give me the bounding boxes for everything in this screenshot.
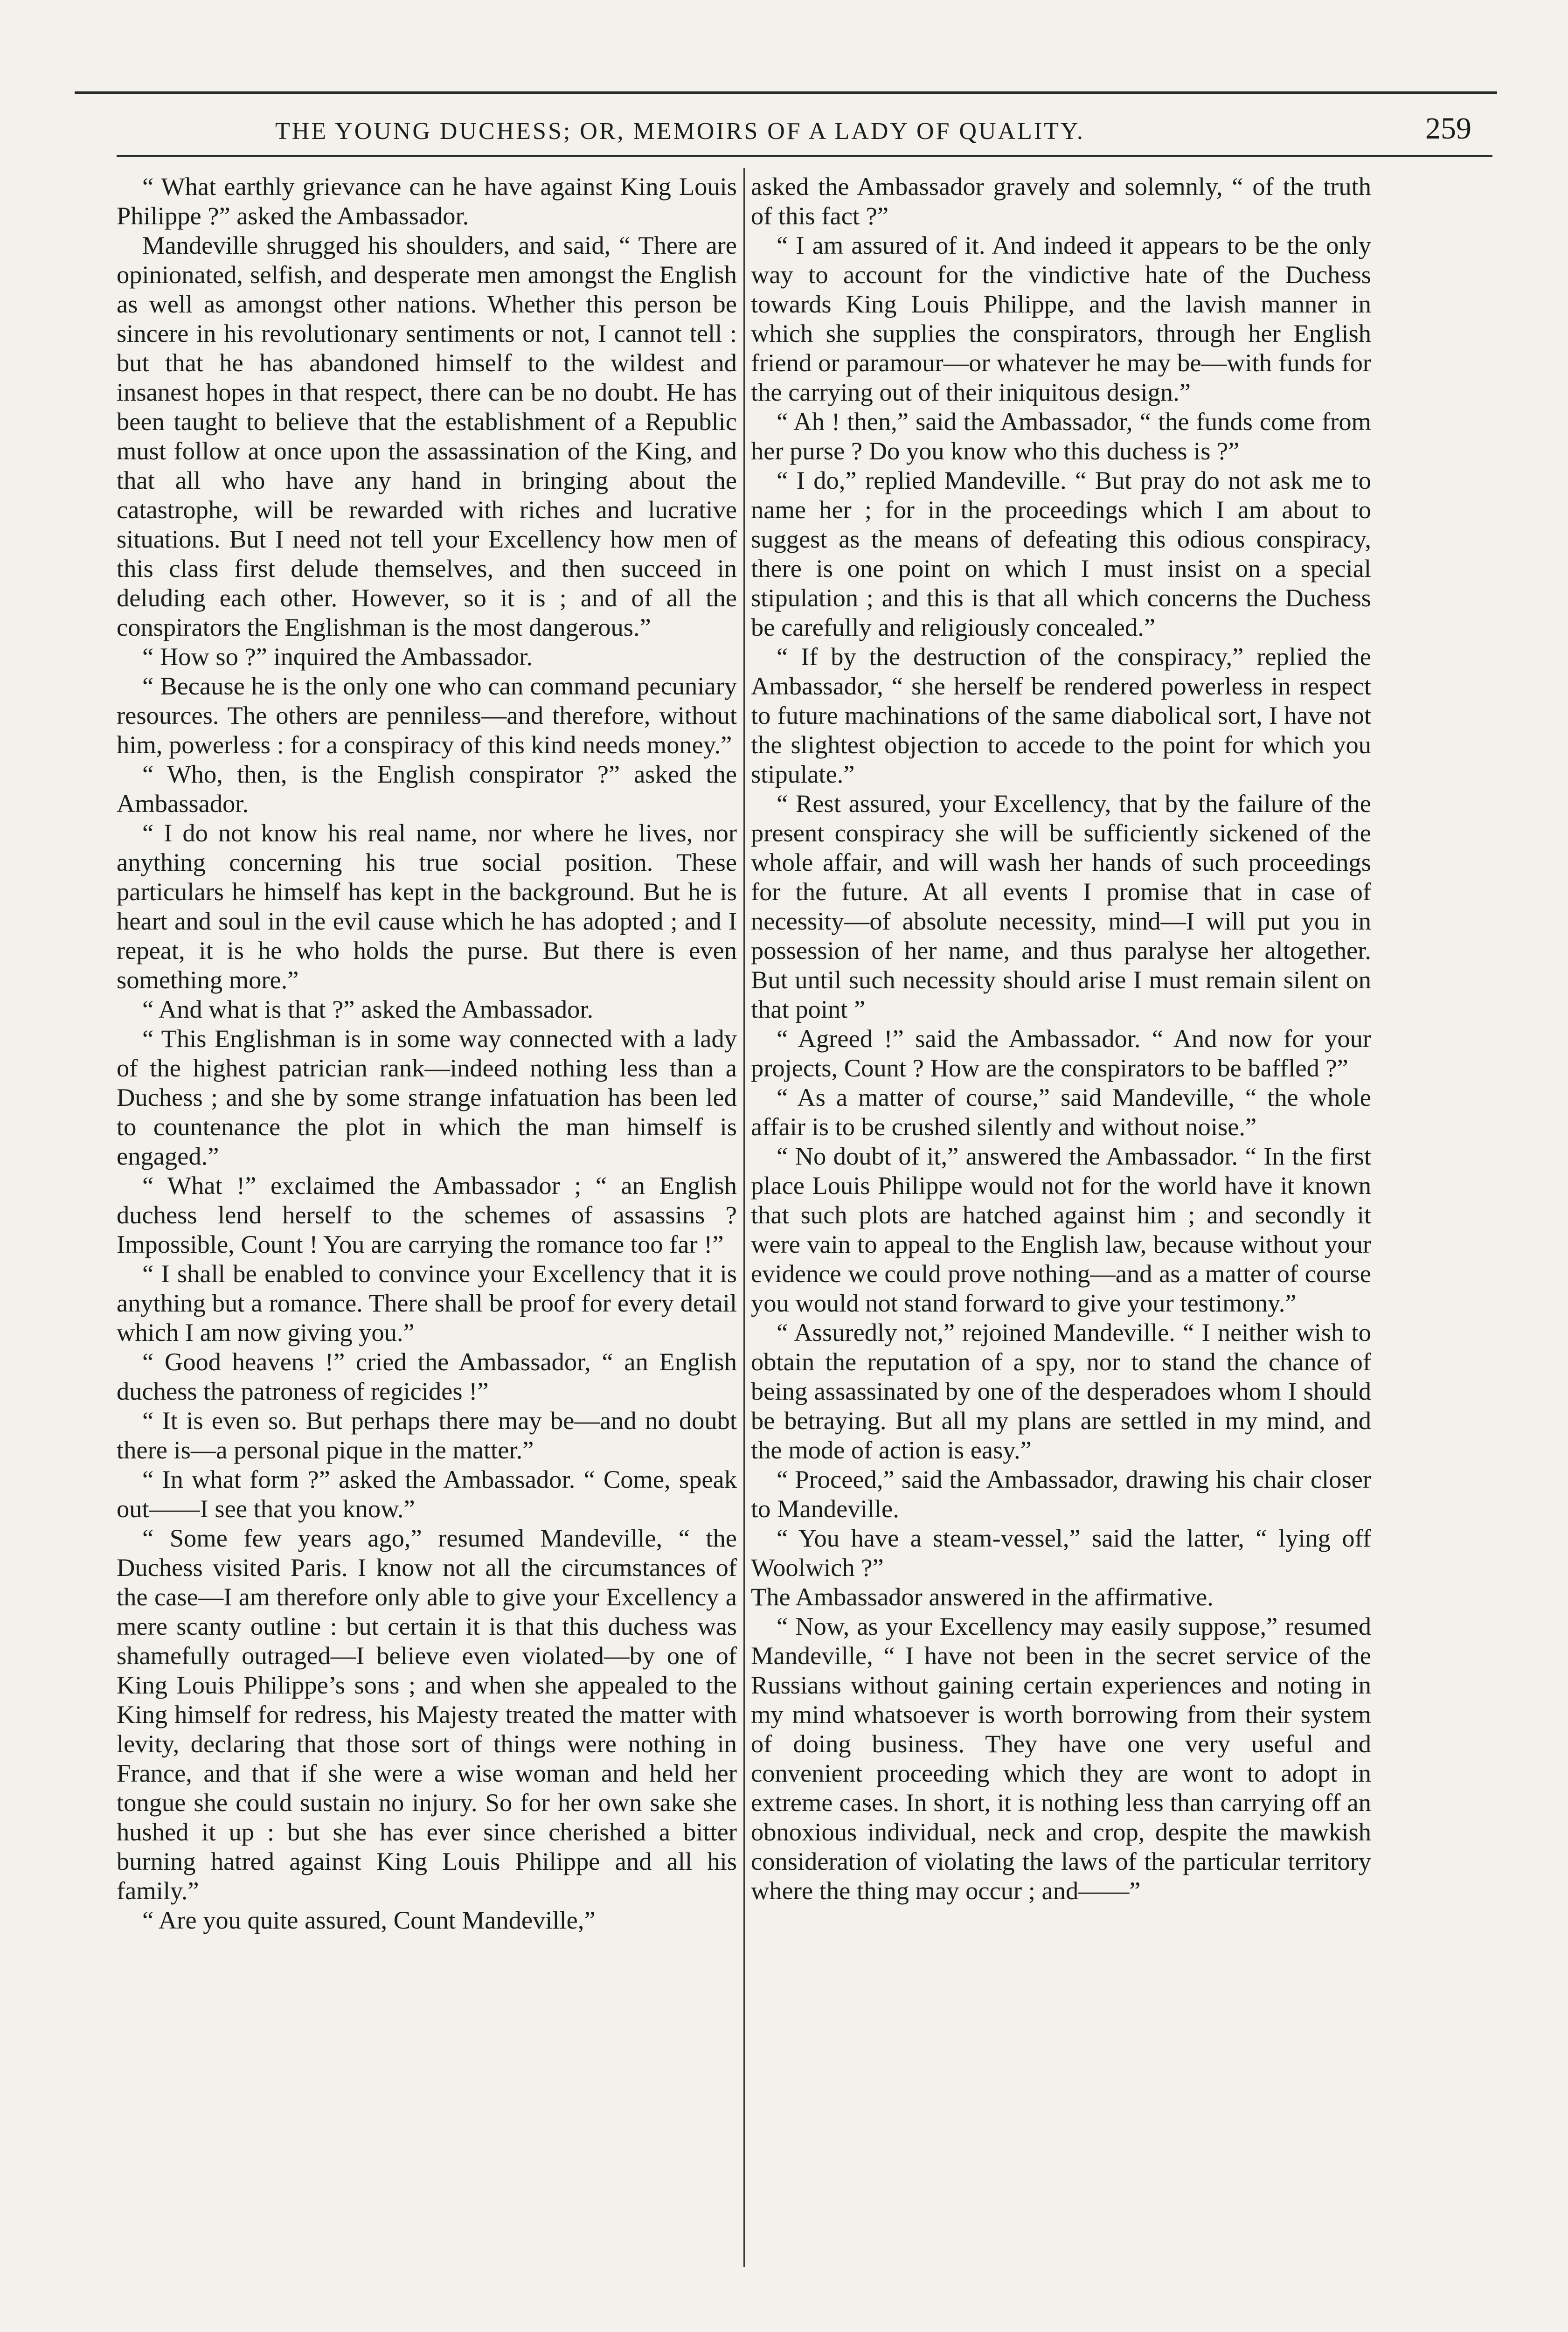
paragraph: “ What !” exclaimed the Ambassador ; “ an English duchess lend herself to the schemes of assassins ? Impossible, Count ! You are carrying the romance too far !” [117,1171,737,1258]
paragraph: “ I do not know his real name, nor where he lives, nor anything concerning his true social position. These particulars he himself has kept in the background. But he is heart and soul in the evil cause which he has adopted ; and I repeat, it is he who holds the purse. But there is even something more.” [117,819,737,994]
paragraph: “ This Englishman is in some way connected with a lady of the highest patrician rank—indeed nothing less than a Duchess ; and she by some strange infatuation has been led to countenance the plot in which the man himself is engaged.” [117,1024,737,1170]
paragraph: “ Some few years ago,” resumed Mandeville, “ the Duchess visited Paris. I know not all the circumstances of the case—I am therefore only able to give your Excellency a mere scanty outline : but certain it is that this duchess was shamefully outraged—I believe even violated—by one of King Louis Philippe’s sons ; and when she appealed to the King himself for redress, his Majesty treated the matter with levity, declaring that those sort of things were nothing in France, and that if she were a wise woman and held her tongue she could sustain no injury. So for her own sake she hushed it up : but she has ever since cherished a bitter burning hatred against King Louis Philippe and all his family.” [117,1524,737,1905]
paragraph: “ Rest assured, your Excellency, that by the failure of the present conspiracy she will be sufficiently sickened of the whole affair, and will wash her hands of such proceedings for the future. At all events I promise that in case of necessity—of absolute necessity, mind—I will put you in possession of her name, and thus paralyse her altogether. But until such necessity should arise I must remain silent on that point ” [751,789,1371,1023]
paragraph: “ And what is that ?” asked the Ambassador. [142,995,594,1023]
paragraph: “ I am assured of it. And indeed it appears to be the only way to account for the vindictive hate of the Duchess towards King Louis Philippe, and the lavish manner in which she supplies the conspirators, through her English friend or paramour—or whatever he may be—with funds for the carrying out of their iniquitous design.” [751,231,1371,406]
paragraph: “ Now, as your Excellency may easily suppose,” resumed Mandeville, “ I have not been in the secret service of the Russians without gaining certain experiences and noting in my mind whatsoever is worth borrowing from their system of doing business. They have one very useful and convenient proceeding which they are wont to adopt in extreme cases. In short, it is nothing less than carrying off an obnoxious individual, neck and crop, despite the mawkish consideration of violating the laws of the particular territory where the thing may occur ; and——” [751,1612,1371,1905]
paragraph: “ Who, then, is the English conspirator ?” asked the Ambassador. [117,760,737,818]
paragraph: asked the Ambassador gravely and solemnly, “ of the truth of this fact ?” [751,172,1371,230]
right-column [751,172,1371,1905]
paragraph: “ Good heavens !” cried the Ambassador, “ an English duchess the patroness of regicides !” [117,1347,737,1405]
paragraph: “ As a matter of course,” said Mandeville, “ the whole affair is to be crushed silently and without noise.” [751,1083,1371,1141]
paragraph: “ Agreed !” said the Ambassador. “ And now for your projects, Count ? How are the conspirators to be baffled ?” [751,1024,1371,1082]
page-header [75,111,1497,153]
top-rule [75,91,1497,94]
paragraph: Mandeville shrugged his shoulders, and said, “ There are opinionated, selfish, and desperate men amongst the English as well as amongst other nations. Whether this person be sincere in his revolutionary sentiments or not, I cannot tell : but that he has abandoned himself to the wildest and insanest hopes in that respect, there can be no doubt. He has been taught to believe that the establishment of a Republic must follow at once upon the assassination of the King, and that all who have any hand in bringing about the catastrophe, will be rewarded with riches and lucrative situations. But I need not tell your Excellency how men of this class first delude themselves, and then succeed in deluding each other. However, so it is ; and of all the conspirators the Englishman is the most dangerous.” [117,231,737,641]
paragraph: “ Proceed,” said the Ambassador, drawing his chair closer to Mandeville. [751,1465,1371,1523]
paragraph: “ What earthly grievance can he have against King Louis Philippe ?” asked the Ambassador. [117,172,737,230]
paragraph: “ If by the destruction of the conspiracy,” replied the Ambassador, “ she herself be rendered powerless in respect to future machinations of the same diabolical sort, I have not the slightest objection to accede to the point for which you stipulate.” [751,642,1371,788]
left-column [117,172,737,1935]
paragraph: “ In what form ?” asked the Ambassador. “ Come, speak out——I see that you know.” [117,1465,737,1523]
page-number: 259 [1425,111,1471,146]
paragraph: “ You have a steam-vessel,” said the latter, “ lying off Woolwich ?” [751,1524,1371,1582]
paragraph: “ I shall be enabled to convince your Excellency that it is anything but a romance. There shall be proof for every detail which I am now giving you.” [117,1259,737,1346]
paragraph: “ No doubt of it,” answered the Ambassador. “ In the first place Louis Philippe would not for the world have it known that such plots are hatched against him ; and secondly it were vain to appeal to the English law, because without your evidence we could prove nothing—and as a matter of course you would not stand forward to give your testimony.” [751,1142,1371,1317]
paragraph: The Ambassador answered in the affirmative. [751,1582,1214,1611]
paragraph: “ How so ?” inquired the Ambassador. [142,642,533,671]
paragraph: “ I do,” replied Mandeville. “ But pray do not ask me to name her ; for in the proceedings which I am about to suggest as the means of defeating this odious conspiracy, there is one point on which I must insist on a special stipulation ; and this is that all which concerns the Duchess be carefully and religiously concealed.” [751,466,1371,641]
paragraph: “ Assuredly not,” rejoined Mandeville. “ I neither wish to obtain the reputation of a spy, nor to stand the chance of being assassinated by one of the desperadoes whom I should be betraying. But all my plans are settled in my mind, and the mode of action is easy.” [751,1318,1371,1464]
paragraph: “ Because he is the only one who can command pecuniary resources. The others are penniless—and therefore, without him, powerless : for a conspiracy of this kind needs money.” [117,672,737,759]
paragraph: “ It is even so. But perhaps there may be—and no doubt there is—a personal pique in the matter.” [117,1406,737,1464]
header-rule [117,155,1492,157]
column-divider [743,168,745,2267]
running-title: THE YOUNG DUCHESS; OR, MEMOIRS OF A LADY OF QUALITY. [275,118,1085,145]
paragraph: “ Are you quite assured, Count Mandeville,” [142,1906,596,1934]
paragraph: “ Ah ! then,” said the Ambassador, “ the funds come from her purse ? Do you know who this duchess is ?” [751,407,1371,465]
